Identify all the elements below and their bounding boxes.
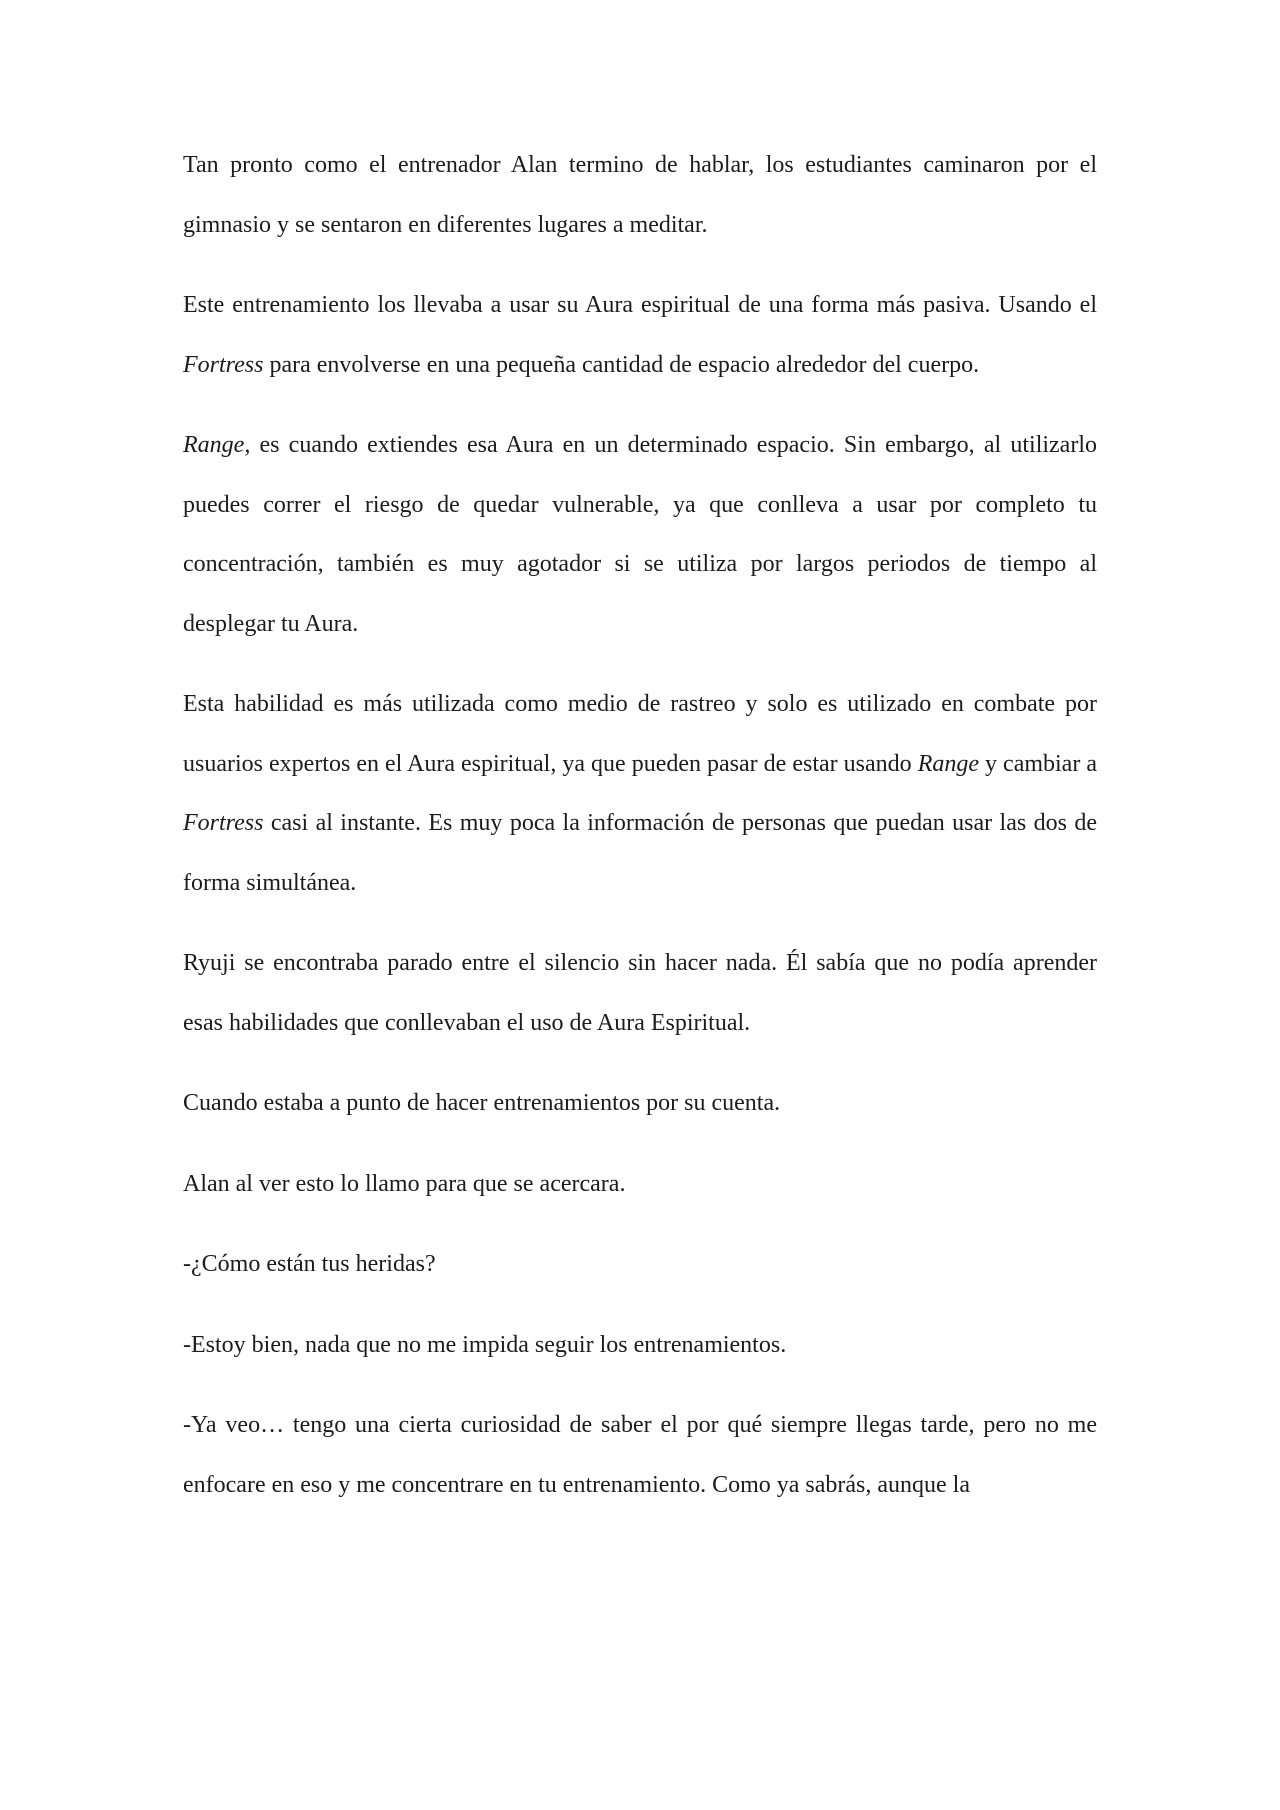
paragraph-5 — [183, 934, 1097, 1053]
paragraph-10 — [183, 1396, 1097, 1515]
text-run: Esta habilidad es más utilizada como medio de rastreo y solo es utilizado en combate por usuarios expertos en el Aura espiritual, ya que pueden pasar de estar usando — [183, 691, 1097, 777]
text-run: Este entrenamiento los llevaba a usar su Aura espiritual de una forma más pasiva. Usando el — [183, 292, 1097, 318]
text-run: para envolverse en una pequeña cantidad de espacio alrededor del cuerpo. — [263, 351, 980, 378]
paragraph-8 — [183, 1235, 1097, 1295]
paragraph-1 — [183, 136, 1097, 255]
text-run: -Estoy bien, nada que no me impida seguir los entrenamientos. — [183, 1331, 787, 1358]
paragraph-4 — [183, 675, 1097, 913]
document-body — [183, 136, 1097, 1515]
italic-term: Range — [917, 750, 979, 777]
text-run: Alan al ver esto lo llamo para que se acercara. — [183, 1170, 626, 1197]
text-run: y cambiar a — [979, 750, 1097, 777]
paragraph-2 — [183, 276, 1097, 395]
paragraph-3 — [183, 416, 1097, 654]
paragraph-6 — [183, 1074, 1097, 1134]
paragraph-9 — [183, 1316, 1097, 1376]
italic-term: Fortress — [183, 810, 264, 836]
paragraph-7 — [183, 1155, 1097, 1215]
text-run: Cuando estaba a punto de hacer entrenamientos por su cuenta. — [183, 1090, 781, 1116]
text-run: es cuando extiendes esa Aura en un determinado espacio. Sin embargo, al utilizarlo puedes correr el riesgo de quedar vulnerable, ya que conlleva a usar por completo tu concentración, también es muy agotador si se utiliza por largos periodos de tiempo al desplegar tu Aura. — [183, 432, 1097, 637]
text-run: -¿Cómo están tus heridas? — [183, 1251, 436, 1277]
text-run: Tan pronto como el entrenador Alan termino de hablar, los estudiantes caminaron por el gimnasio y se sentaron en diferentes lugares a meditar. — [183, 152, 1097, 238]
italic-term: Range, — [183, 432, 251, 458]
text-run: Ryuji se encontraba parado entre el silencio sin hacer nada. Él sabía que no podía aprender esas habilidades que conllevaban el uso de Aura Espiritual. — [183, 950, 1097, 1036]
text-run: -Ya veo… tengo una cierta curiosidad de saber el por qué siempre llegas tarde, pero no me enfocare en eso y me concentrare en tu entrenamiento. Como ya sabrás, aunque la — [183, 1412, 1097, 1498]
text-run: casi al instante. Es muy poca la información de personas que puedan usar las dos de forma simultánea. — [183, 810, 1097, 896]
italic-term: Fortress — [183, 351, 264, 378]
